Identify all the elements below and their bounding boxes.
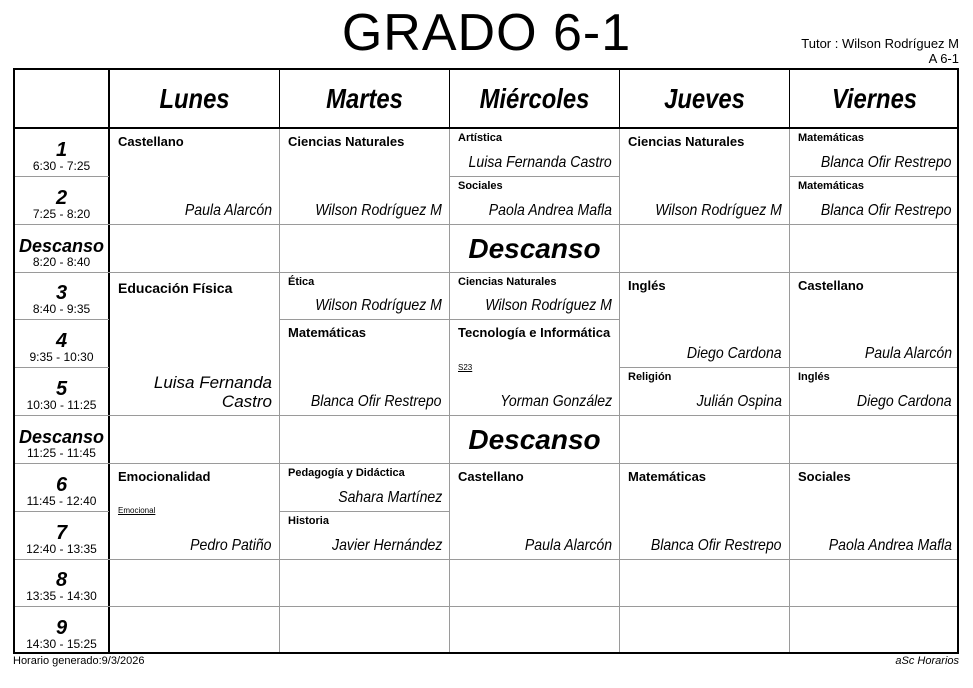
- subject-name: Tecnología e Informática: [458, 325, 611, 340]
- teacher-name: Paola Andrea Mafla: [828, 537, 952, 554]
- subject-name: Inglés: [798, 371, 830, 383]
- lesson-cell[interactable]: [790, 368, 959, 415]
- tutor-name: Tutor : Wilson Rodríguez M: [801, 36, 959, 51]
- teacher-name: Diego Cardona: [857, 393, 952, 410]
- lesson-cell[interactable]: [790, 177, 959, 224]
- lesson-cell[interactable]: [450, 320, 619, 415]
- period-time: 8:20 - 8:40: [32, 255, 91, 269]
- subject-name: Sociales: [798, 469, 851, 484]
- classroom-label: A 6-1: [928, 51, 959, 66]
- subject-name: Educación Física: [118, 280, 233, 296]
- teacher-name: Luisa Fernanda Castro: [153, 373, 272, 411]
- teacher-name: Julián Ospina: [696, 393, 782, 410]
- period-number: 1: [55, 139, 68, 161]
- teacher-name: Paula Alarcón: [864, 345, 952, 362]
- break-banner: Descanso: [468, 423, 601, 455]
- period-time: 9:35 - 10:30: [29, 350, 94, 364]
- period-time: 11:45 - 12:40: [26, 494, 97, 508]
- lesson-cell[interactable]: [620, 129, 789, 224]
- teacher-name: Blanca Ofir Restrepo: [821, 202, 952, 219]
- period-number: Descanso: [18, 427, 105, 447]
- period-number: 6: [55, 474, 68, 496]
- period-label: [15, 320, 108, 367]
- lesson-cell[interactable]: [790, 464, 959, 559]
- lesson-cell[interactable]: [450, 177, 619, 224]
- subject-name: Matemáticas: [798, 132, 865, 144]
- lesson-cell[interactable]: [280, 512, 449, 559]
- subject-name: Matemáticas: [628, 469, 707, 484]
- subject-name: Castellano: [118, 134, 184, 149]
- subject-name: Castellano: [458, 469, 524, 484]
- subject-name: Emocionalidad: [118, 469, 211, 484]
- subject-name: Ciencias Naturales: [628, 134, 745, 149]
- grid-line: [449, 70, 450, 127]
- lesson-cell[interactable]: [450, 129, 619, 176]
- day-header-martes: Martes: [326, 82, 403, 114]
- teacher-name: Paola Andrea Mafla: [488, 202, 612, 219]
- lesson-cell[interactable]: [110, 273, 279, 415]
- period-time: 13:35 - 14:30: [26, 589, 97, 603]
- period-time: 8:40 - 9:35: [32, 302, 91, 316]
- period-number: 2: [55, 187, 68, 209]
- lesson-cell[interactable]: [110, 129, 279, 224]
- subject-name: Ciencias Naturales: [288, 134, 405, 149]
- software-brand: aSc Horarios: [895, 655, 959, 667]
- teacher-name: Paula Alarcón: [184, 202, 272, 219]
- teacher-name: Javier Hernández: [331, 537, 442, 554]
- subject-name: Inglés: [628, 278, 666, 293]
- day-header-viernes: Viernes: [831, 82, 918, 114]
- period-label: [15, 607, 108, 654]
- generated-date: Horario generado:9/3/2026: [13, 655, 145, 667]
- grid-line: [279, 70, 280, 127]
- grid-line: [789, 70, 790, 127]
- period-time: 6:30 - 7:25: [32, 159, 91, 173]
- period-time: 14:30 - 15:25: [26, 637, 97, 651]
- period-time: 7:25 - 8:20: [32, 207, 91, 221]
- teacher-name: Diego Cardona: [687, 345, 782, 362]
- grid-line: [15, 559, 959, 560]
- period-number: 8: [55, 569, 68, 591]
- subject-name: Matemáticas: [288, 325, 367, 340]
- subject-name: Sociales: [458, 180, 503, 192]
- subject-name: Ética: [288, 276, 315, 288]
- lesson-cell[interactable]: [280, 273, 449, 319]
- teacher-name: Wilson Rodríguez M: [485, 297, 612, 314]
- subject-name: Artística: [458, 132, 503, 144]
- period-label: [15, 273, 108, 319]
- subject-name: Historia: [288, 515, 329, 527]
- lesson-cell[interactable]: [620, 368, 789, 415]
- teacher-name: Wilson Rodríguez M: [655, 202, 782, 219]
- tutor-info: [801, 36, 959, 66]
- subject-name: Pedagogía y Didáctica: [288, 467, 405, 479]
- teacher-name: Blanca Ofir Restrepo: [821, 154, 952, 171]
- teacher-name: Blanca Ofir Restrepo: [311, 393, 442, 410]
- period-number: 9: [55, 617, 68, 639]
- lesson-cell[interactable]: [280, 129, 449, 224]
- grid-line: [619, 70, 620, 127]
- period-label: [15, 560, 108, 606]
- lesson-cell[interactable]: [790, 129, 959, 176]
- period-number: 5: [55, 378, 68, 400]
- period-label: [15, 225, 108, 272]
- period-time: 10:30 - 11:25: [26, 398, 97, 412]
- period-label: [15, 512, 108, 559]
- lesson-cell[interactable]: [620, 464, 789, 559]
- lesson-cell[interactable]: [620, 273, 789, 367]
- period-time: 11:25 - 11:45: [27, 446, 96, 460]
- teacher-name: Pedro Patiño: [190, 537, 272, 554]
- lesson-cell[interactable]: [280, 464, 449, 511]
- page-title: GRADO 6-1: [341, 4, 632, 62]
- room-code: Emocional: [118, 506, 156, 515]
- lesson-cell[interactable]: [450, 464, 619, 559]
- teacher-name: Yorman González: [500, 393, 612, 410]
- lesson-cell[interactable]: [450, 273, 619, 319]
- period-label: [15, 416, 108, 463]
- subject-name: Castellano: [798, 278, 864, 293]
- lesson-cell[interactable]: [790, 273, 959, 367]
- subject-name: Ciencias Naturales: [458, 276, 557, 288]
- teacher-name: Paula Alarcón: [524, 537, 612, 554]
- lesson-cell[interactable]: [280, 320, 449, 415]
- day-header-miercoles: Miércoles: [479, 82, 590, 114]
- period-number: Descanso: [18, 236, 105, 256]
- period-number: 7: [55, 522, 68, 544]
- teacher-name: Wilson Rodríguez M: [315, 297, 442, 314]
- break-banner: Descanso: [468, 232, 601, 264]
- period-label: [15, 129, 108, 176]
- period-label: [15, 368, 108, 415]
- teacher-name: Blanca Ofir Restrepo: [651, 537, 782, 554]
- subject-name: Religión: [628, 371, 672, 383]
- period-number: 4: [55, 330, 68, 352]
- teacher-name: Sahara Martínez: [337, 489, 442, 506]
- teacher-name: Wilson Rodríguez M: [315, 202, 442, 219]
- day-header-lunes: Lunes: [159, 82, 230, 114]
- teacher-name: Luisa Fernanda Castro: [468, 154, 612, 171]
- period-label: [15, 177, 108, 224]
- day-header-jueves: Jueves: [664, 82, 745, 114]
- lesson-cell[interactable]: [110, 464, 279, 559]
- room-code: S23: [458, 363, 473, 372]
- subject-name: Matemáticas: [798, 180, 865, 192]
- timetable-grid: [13, 68, 959, 654]
- period-time: 12:40 - 13:35: [26, 542, 97, 556]
- period-label: [15, 464, 108, 511]
- period-number: 3: [55, 282, 68, 304]
- grid-line: [15, 606, 959, 607]
